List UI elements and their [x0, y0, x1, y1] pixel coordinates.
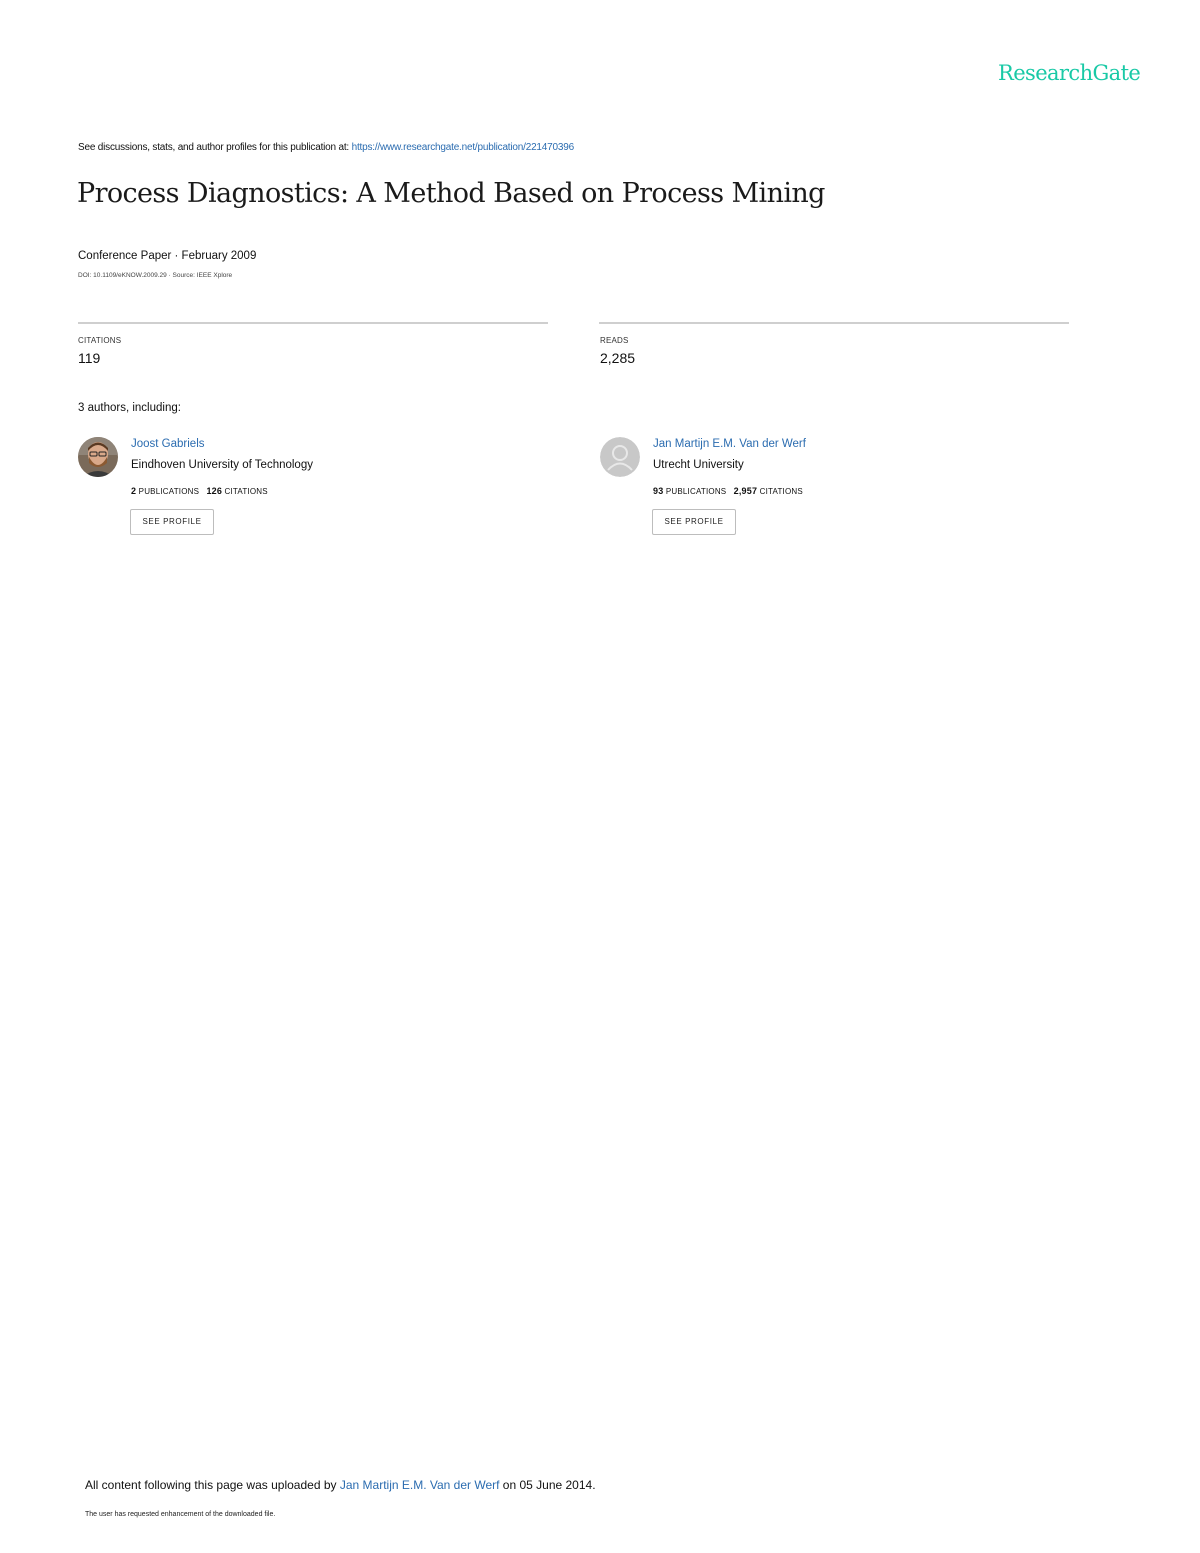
- reads-label: READS: [600, 336, 629, 345]
- uploader-link[interactable]: Jan Martijn E.M. Van der Werf: [339, 1478, 500, 1492]
- publication-type-date: Conference Paper · February 2009: [78, 250, 257, 262]
- citations-value: 119: [78, 350, 101, 366]
- author-stats: [653, 486, 803, 496]
- authors-intro: 3 authors, including:: [78, 402, 181, 414]
- author-publications-label: PUBLICATIONS: [665, 487, 727, 496]
- publication-url-link[interactable]: https://www.researchgate.net/publication/221470396: [351, 142, 574, 153]
- author-publications-count: 2: [131, 486, 137, 496]
- reads-divider: [599, 322, 1069, 324]
- author-publications-count: 93: [653, 486, 664, 496]
- publication-title: Process Diagnostics: A Method Based on Process Mining: [77, 178, 825, 209]
- author-institution: Eindhoven University of Technology: [131, 459, 313, 471]
- author-citations-count: 126: [206, 486, 223, 496]
- upload-prefix: All content following this page was uploaded by: [85, 1478, 340, 1492]
- author-photo-image: [78, 437, 118, 477]
- author-stats: [131, 486, 268, 496]
- enhancement-note: The user has requested enhancement of the downloaded file.: [85, 1511, 276, 1518]
- author-photo[interactable]: [78, 437, 118, 477]
- author-name-link[interactable]: Joost Gabriels: [131, 438, 205, 450]
- upload-notice: [85, 1478, 596, 1492]
- publication-source-line: [78, 142, 574, 153]
- see-profile-button[interactable]: SEE PROFILE: [652, 509, 736, 535]
- citations-divider: [78, 322, 548, 324]
- see-profile-button[interactable]: SEE PROFILE: [130, 509, 214, 535]
- reads-value: 2,285: [600, 350, 636, 366]
- default-avatar-icon[interactable]: [600, 437, 640, 477]
- source-prefix-text: See discussions, stats, and author profiles for this publication at:: [78, 142, 352, 153]
- author-publications-label: PUBLICATIONS: [138, 487, 200, 496]
- author-citations-count: 2,957: [733, 486, 758, 496]
- author-citations-label: CITATIONS: [224, 487, 268, 496]
- author-institution: Utrecht University: [653, 459, 744, 471]
- author-citations-label: CITATIONS: [759, 487, 803, 496]
- publication-doi-source: DOI: 10.1109/eKNOW.2009.29 · Source: IEEE Xplore: [78, 272, 233, 279]
- citations-label: CITATIONS: [78, 336, 122, 345]
- default-avatar-image: [600, 437, 640, 477]
- researchgate-logo[interactable]: ResearchGate: [998, 61, 1141, 85]
- author-name-link[interactable]: Jan Martijn E.M. Van der Werf: [653, 438, 806, 450]
- upload-suffix: on 05 June 2014.: [499, 1478, 596, 1492]
